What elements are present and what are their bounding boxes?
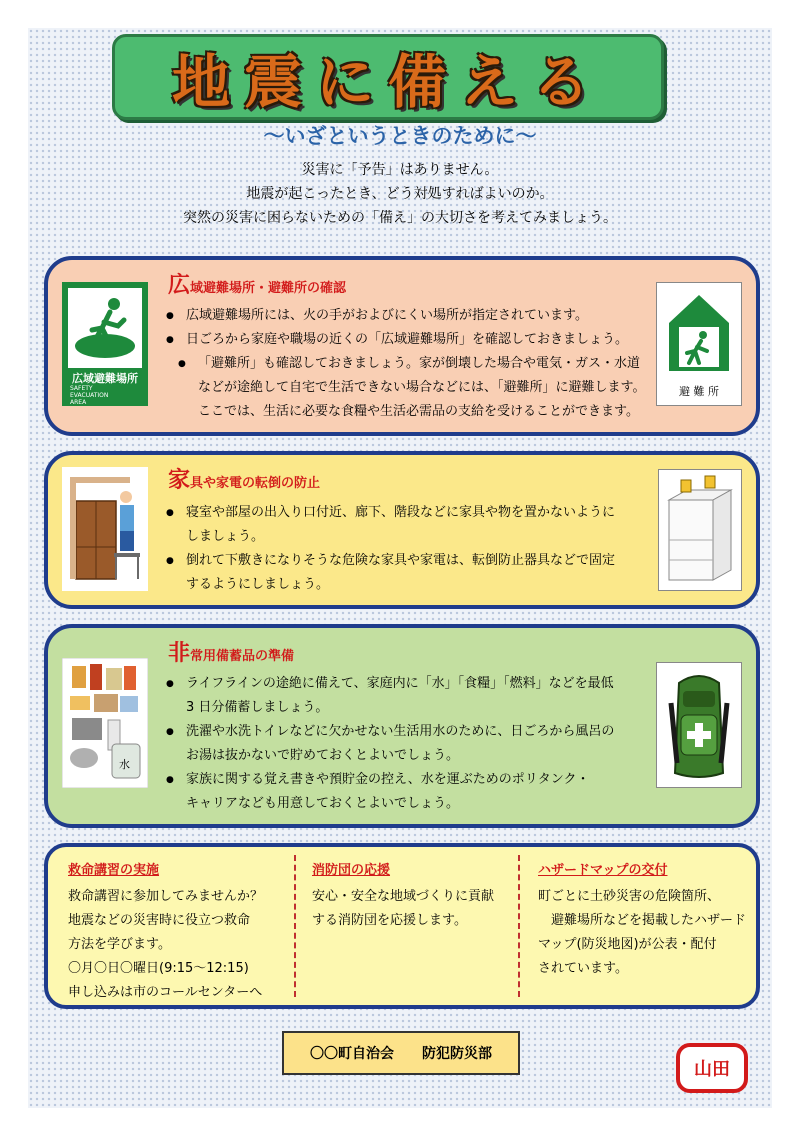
section-line: キャリアなども用意しておくとよいでしょう。 [186, 796, 460, 811]
section-title-initial: 広 [168, 273, 191, 298]
section-body [166, 304, 645, 424]
info-heading: ハザードマップの交付 [538, 863, 668, 878]
info-lifesaving [68, 859, 298, 1005]
info-text [538, 885, 748, 981]
section-line: しましょう。 [186, 529, 265, 544]
divider [518, 855, 520, 997]
section-body [166, 672, 614, 816]
info-hazard-map [538, 859, 748, 981]
shelter-label: 避 難 所 [679, 385, 719, 398]
section-title-rest: 域避難場所・避難所の確認 [190, 281, 347, 296]
section-line: などが途絶して自宅で生活できない場合などには、「避難所」に避難します。 [198, 380, 646, 395]
intro-line: 突然の災害に困らないための「備え」の大切さを考えてみましょう。 [183, 210, 617, 226]
organization-label: 〇〇町自治会 防犯防災部 [282, 1031, 520, 1075]
intro-text [0, 158, 800, 230]
info-line: 安心・安全な地域づくりに貢献 [312, 889, 495, 904]
info-line: 方法を学びます。 [68, 937, 171, 952]
section-line: ● 洗濯や水洗トイレなどに欠かせない生活用水のために、日ごろから風呂の [166, 720, 614, 744]
info-fire-brigade [312, 859, 502, 933]
section-line: ● 倒れて下敷きになりそうな危険な家具や家電は、転倒防止器具などで固定 [166, 549, 615, 573]
section-line: ここでは、生活に必要な食糧や生活必需品の支給を受けることができます。 [198, 404, 639, 419]
furniture-fixing-icon [62, 467, 148, 591]
section-line: ● 家族に関する覚え書きや預貯金の控え、水を運ぶためのポリタンク・ [166, 768, 614, 792]
evacuation-area-sign [62, 282, 148, 406]
info-line: 〇月〇日〇曜日(9:15〜12:15) [68, 961, 249, 976]
info-line: 避難場所などを掲載したハザード [538, 913, 747, 928]
info-line: マップ(防災地図)が公表・配付 [538, 937, 717, 952]
info-heading: 救命講習の実施 [68, 863, 160, 878]
en-line: AREA [70, 399, 87, 406]
info-heading: 消防団の応援 [312, 863, 391, 878]
en-line: EVACUATION [70, 392, 109, 399]
info-line: されています。 [538, 961, 628, 976]
intro-line: 地震が起こったとき、どう対処すればよいのか。 [246, 186, 554, 202]
section-furniture [44, 451, 760, 609]
info-line: 申し込みは市のコールセンターへ [68, 985, 263, 1000]
backpack-icon [657, 663, 741, 787]
section-line: 3 日分備蓄しましょう。 [186, 700, 329, 715]
section-line: するようにしましょう。 [186, 577, 330, 592]
furniture-fixing-illustration [62, 467, 148, 591]
info-line: 町ごとに土砂災害の危険箇所、 [538, 889, 721, 904]
water-tank-label: 水 [119, 758, 130, 771]
divider [294, 855, 296, 997]
section-line: ● ライフラインの途絶に備えて、家庭内に「水」「食糧」「燃料」などを最低 [166, 672, 614, 696]
name-seal: 山田 [676, 1043, 748, 1093]
section-line: ● 広域避難場所には、火の手がおよびにくい場所が指定されています。 [166, 304, 645, 328]
emergency-supplies-illustration [62, 658, 148, 788]
shelter-sign [656, 282, 742, 406]
section-body [166, 501, 615, 597]
info-text [312, 885, 502, 933]
shelter-icon [657, 283, 741, 383]
intro-line: 災害に「予告」はありません。 [301, 162, 499, 178]
section-line: ● 寝室や部屋の出入り口付近、廊下、階段などに家具や物を置かないように [166, 501, 615, 525]
section-line: ● 「避難所」も確認しておきましょう。家が倒壊した場合や電気・ガス・水道 [166, 352, 645, 376]
info-box [44, 843, 760, 1009]
section-title-rest: 常用備蓄品の準備 [190, 649, 295, 664]
section-stockpile [44, 624, 760, 828]
info-line: する消防団を応援します。 [312, 913, 467, 928]
title-banner [112, 34, 664, 120]
page-title: 地震に備える [171, 48, 604, 116]
section-title [168, 268, 346, 299]
section-line: お湯は抜かないで貯めておくとよいでしょう。 [186, 748, 460, 763]
section-evacuation [44, 256, 760, 436]
section-line: ● 日ごろから家庭や職場の近くの「広域避難場所」を確認しておきましょう。 [166, 328, 645, 352]
evacuation-area-label: 広域避難場所 [72, 372, 138, 385]
appliance-fixing-illustration [658, 469, 742, 591]
page-subtitle: 〜いざというときのために〜 [263, 124, 537, 148]
cabinet-anchor-icon [659, 470, 741, 590]
supplies-icon [62, 658, 148, 788]
section-title-initial: 家 [168, 468, 191, 493]
info-line: 救命講習に参加してみませんか？ [68, 889, 264, 904]
evacuation-area-en [70, 385, 108, 406]
section-title-initial: 非 [168, 641, 191, 666]
info-line: 地震などの災害時に役立つ救命 [68, 913, 251, 928]
section-title [168, 636, 294, 667]
en-line: SAFETY [70, 385, 93, 392]
section-title [168, 463, 320, 494]
emergency-backpack-illustration [656, 662, 742, 788]
info-text [68, 885, 298, 1005]
section-title-rest: 具や家電の転倒の防止 [190, 476, 321, 491]
